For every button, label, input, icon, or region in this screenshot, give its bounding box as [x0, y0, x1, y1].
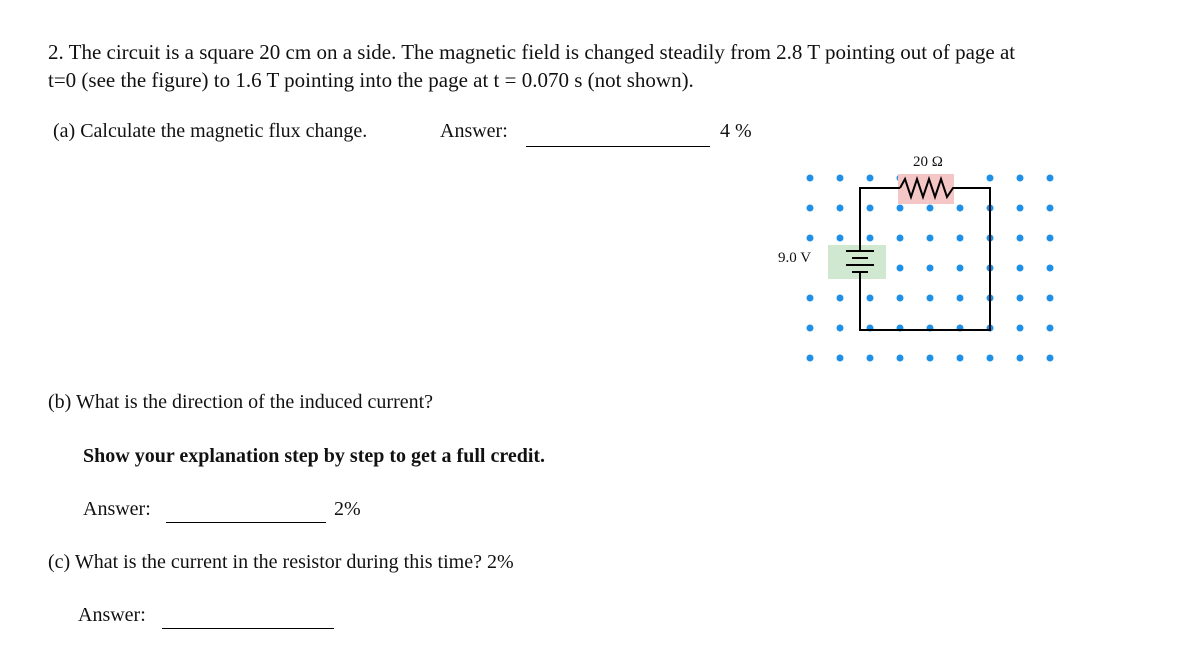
part-a-answer-label: Answer: — [440, 120, 508, 142]
field-dot — [837, 295, 844, 302]
field-dot — [1017, 355, 1024, 362]
field-dot — [927, 355, 934, 362]
part-b-points: 2% — [334, 498, 361, 520]
field-dot — [987, 175, 994, 182]
field-dot — [867, 205, 874, 212]
field-dot — [897, 265, 904, 272]
field-dot — [987, 355, 994, 362]
field-dot — [867, 355, 874, 362]
field-dot — [837, 325, 844, 332]
field-dot — [957, 235, 964, 242]
field-dot — [837, 205, 844, 212]
field-dot — [927, 265, 934, 272]
field-dot — [1017, 265, 1024, 272]
field-dot — [807, 235, 814, 242]
field-dot — [1017, 325, 1024, 332]
battery-label: 9.0 V — [778, 250, 812, 266]
field-dot — [897, 355, 904, 362]
field-dot — [1047, 235, 1054, 242]
resistor-label: 20 Ω — [913, 154, 943, 170]
field-dot — [897, 205, 904, 212]
field-dot — [1017, 175, 1024, 182]
field-dot — [837, 235, 844, 242]
field-dot — [1017, 295, 1024, 302]
circuit-figure — [770, 148, 1070, 378]
field-dot — [807, 205, 814, 212]
field-dot — [807, 295, 814, 302]
field-dot — [927, 205, 934, 212]
part-a-prompt: (a) Calculate the magnetic flux change. — [53, 120, 368, 142]
circuit-wire-top-left — [860, 188, 900, 248]
field-dot — [957, 295, 964, 302]
part-c-prompt: (c) What is the current in the resistor during this time? 2% — [48, 551, 514, 573]
question-line-1: 2. The circuit is a square 20 cm on a side. The magnetic field is changed steadily from 2.8 T pointing out of page at — [48, 40, 1016, 64]
part-c-answer-label: Answer: — [78, 604, 146, 626]
field-dot — [897, 295, 904, 302]
field-dot — [1047, 325, 1054, 332]
part-b-answer-label: Answer: — [83, 498, 151, 520]
field-dot — [1017, 205, 1024, 212]
part-a-points: 4 % — [720, 120, 752, 142]
field-dot — [1017, 235, 1024, 242]
part-a-answer-line[interactable] — [526, 128, 710, 147]
field-dot — [927, 235, 934, 242]
field-dot — [807, 355, 814, 362]
part-b-prompt: (b) What is the direction of the induced current? — [48, 391, 434, 413]
field-dot — [1047, 295, 1054, 302]
field-dot — [1047, 205, 1054, 212]
field-dot — [1047, 355, 1054, 362]
field-dot — [957, 205, 964, 212]
field-dot — [837, 175, 844, 182]
question-line-2: t=0 (see the figure) to 1.6 T pointing into the page at t = 0.070 s (not shown). — [48, 68, 694, 92]
field-dot — [867, 235, 874, 242]
field-dot — [1047, 265, 1054, 272]
part-b-answer-line[interactable] — [166, 504, 326, 523]
field-dot — [927, 295, 934, 302]
field-dot — [867, 175, 874, 182]
field-dot — [807, 175, 814, 182]
field-dot — [837, 355, 844, 362]
field-dot — [867, 295, 874, 302]
field-dot — [957, 355, 964, 362]
field-dot — [807, 325, 814, 332]
field-dot — [897, 235, 904, 242]
part-b-instruction: Show your explanation step by step to get a full credit. — [83, 445, 546, 467]
part-c-answer-line[interactable] — [162, 610, 334, 629]
field-dot — [1047, 175, 1054, 182]
circuit-diagram — [770, 148, 1070, 378]
field-dot — [957, 265, 964, 272]
